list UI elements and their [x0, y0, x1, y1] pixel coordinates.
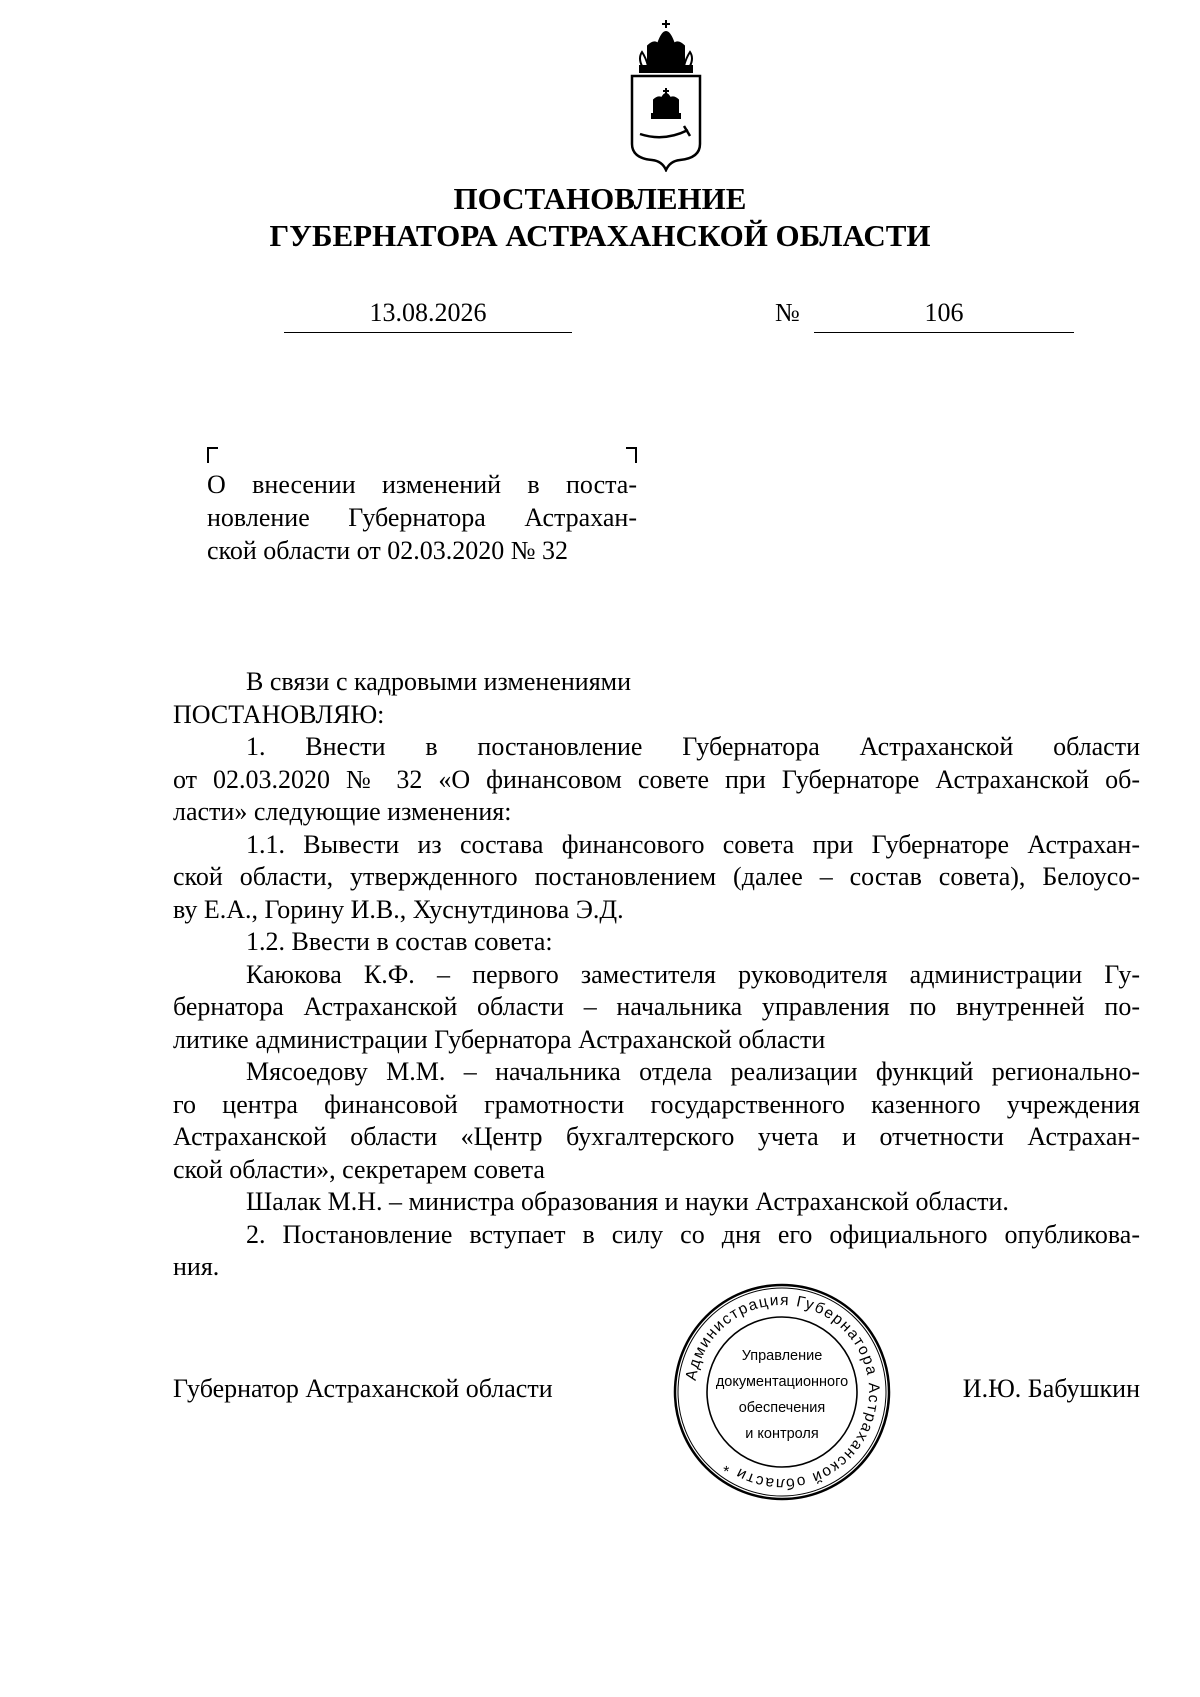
body-line: ской области, утвержденного постановлением (далее – состав совета), Белоусо-: [173, 862, 1140, 891]
body-line: Астраханской области «Центр бухгалтерского учета и отчетности Астрахан-: [173, 1122, 1140, 1151]
body-line: от 02.03.2020 № 32 «О финансовом совете при Губернаторе Астраханской об-: [173, 764, 1140, 794]
body-line: Шалак М.Н. – министра образования и науки Астраханской области.: [246, 1187, 1009, 1216]
signatory-position: Губернатор Астраханской области: [173, 1374, 553, 1403]
number-sign: №: [775, 298, 800, 327]
signatory-name: И.Ю. Бабушкин: [962, 1374, 1140, 1403]
body-line: бернатора Астраханской области – начальника управления по внутренней по-: [173, 992, 1140, 1021]
subject-line: О внесении изменений в поста-: [207, 470, 637, 499]
subject-corner-left: [207, 447, 218, 463]
body-line: ПОСТАНОВЛЯЮ:: [173, 699, 385, 729]
body-line: го центра финансовой грамотности государственного казенного учреждения: [173, 1089, 1140, 1119]
body-line: литике администрации Губернатора Астраханской области: [173, 1024, 826, 1054]
body-line: ву Е.А., Горину И.В., Хуснутдинова Э.Д.: [173, 894, 624, 924]
body-line: ласти» следующие изменения:: [173, 797, 512, 826]
document-type-title: ПОСТАНОВЛЕНИЕ: [453, 181, 747, 216]
body-line: 1. Внести в постановление Губернатора Астраханской области: [246, 732, 1140, 761]
stamp-inner-line: Управление: [741, 1348, 823, 1364]
body-line: Каюкова К.Ф. – первого заместителя руководителя администрации Гу-: [246, 959, 1140, 989]
document-date: 13.08.2026: [369, 298, 487, 327]
body-line: 2. Постановление вступает в силу со дня его официального опубликова-: [246, 1219, 1140, 1249]
body-line: 1.2. Ввести в состав совета:: [246, 927, 553, 956]
body-line: ской области», секретарем совета: [173, 1154, 545, 1184]
body-line: 1.1. Вывести из состава финансового совета при Губернаторе Астрахан-: [246, 829, 1140, 859]
date-underline: [284, 332, 572, 333]
document-body: [173, 666, 1140, 1284]
body-line: Мясоедову М.М. – начальника отдела реализации функций регионально-: [246, 1057, 1140, 1086]
stamp-inner-line: обеспечения: [738, 1400, 826, 1416]
subject-line: ской области от 02.03.2020 № 32: [207, 536, 569, 565]
coat-of-arms-icon: [618, 18, 714, 172]
stamp-inner-line: и контроля: [745, 1426, 819, 1442]
document-number: 106: [924, 298, 964, 327]
number-underline: [814, 332, 1074, 333]
body-line: ния.: [173, 1252, 220, 1281]
stamp-inner-line: документационного: [715, 1374, 849, 1390]
body-line: В связи с кадровыми изменениями: [246, 667, 632, 696]
subject-line: новление Губернатора Астрахан-: [207, 503, 637, 532]
document-subject: [207, 468, 637, 567]
stamp-outer-text: Администрация Губернатора Астраханской области *: [682, 1291, 883, 1493]
issuer-title: ГУБЕРНАТОРА АСТРАХАНСКОЙ ОБЛАСТИ: [269, 218, 931, 253]
subject-corner-right: [626, 447, 637, 463]
stamp-inner-text: [712, 1343, 852, 1447]
